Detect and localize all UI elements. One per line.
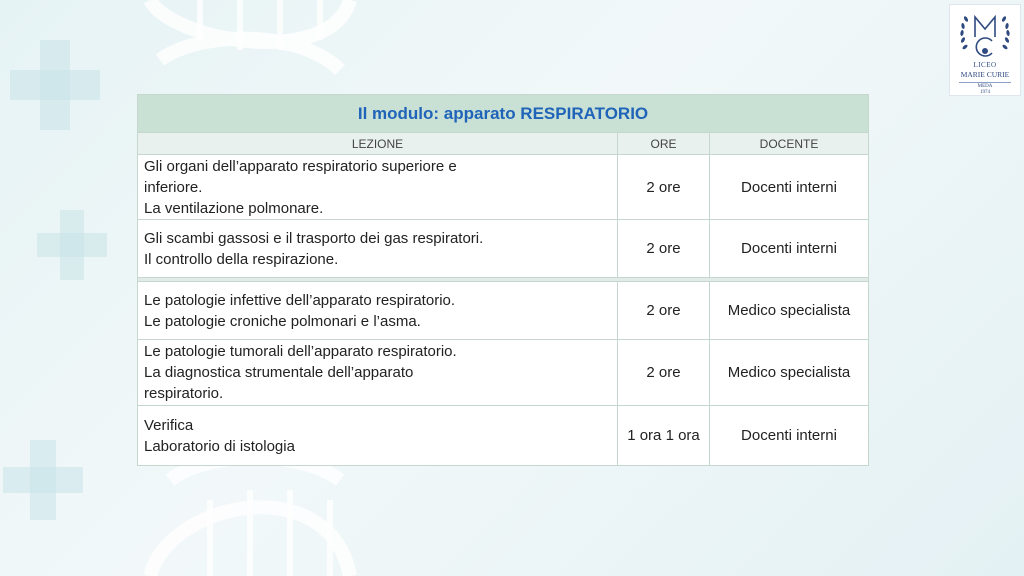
- logo-line-year: 1974: [980, 90, 990, 95]
- lesson-line: Gli scambi gassosi e il trasporto dei gas respiratori.: [144, 229, 484, 247]
- teacher-cell: Docenti interni: [710, 220, 869, 278]
- lesson-cell: [138, 282, 618, 340]
- table-row: [138, 406, 869, 466]
- table-row: [138, 340, 869, 406]
- hours-line: 2 ore: [646, 178, 681, 196]
- header-lesson: LEZIONE: [138, 133, 618, 155]
- teacher-cell: Docenti interni: [710, 406, 869, 466]
- hours-cell: [618, 340, 710, 406]
- cross-decoration: [3, 467, 83, 493]
- logo-line-city: MEDA: [977, 84, 993, 89]
- lesson-line: Il controllo della respirazione.: [144, 250, 339, 268]
- teacher-cell: Docenti interni: [710, 155, 869, 220]
- hours-line: 2 ore: [646, 240, 681, 257]
- table-row: [138, 220, 869, 278]
- hours-line: 1 ora: [627, 427, 662, 444]
- laurel-emblem-icon: [955, 7, 1015, 61]
- school-logo: [949, 4, 1021, 96]
- module-table: [137, 94, 869, 466]
- logo-line-liceo: LICEO: [973, 61, 997, 69]
- hours-line: 2 ore: [646, 364, 681, 381]
- hours-line: 1 ora: [665, 427, 700, 444]
- lesson-line: Gli organi dell’apparato respiratorio superiore e: [144, 157, 457, 175]
- lesson-line: Le patologie croniche polmonari e l’asma.: [144, 312, 421, 330]
- lesson-line: La ventilazione polmonare.: [144, 199, 324, 217]
- hours-cell: [618, 220, 710, 278]
- lesson-cell: [138, 220, 618, 278]
- lesson-line: Laboratorio di istologia: [144, 437, 295, 455]
- logo-line-school-name: MARIE CURIE: [960, 70, 1010, 79]
- header-teacher: DOCENTE: [710, 133, 869, 155]
- lesson-line: Le patologie tumorali dell’apparato respiratorio.: [144, 343, 457, 360]
- teacher-cell: Medico specialista: [710, 282, 869, 340]
- lesson-line: respiratorio.: [144, 385, 224, 402]
- lesson-line: Verifica: [144, 416, 194, 434]
- lesson-line: La diagnostica strumentale dell’apparato: [144, 364, 414, 381]
- table-row: [138, 155, 869, 220]
- lesson-line: Le patologie infettive dell’apparato respiratorio.: [144, 291, 456, 309]
- logo-divider: [959, 82, 1011, 83]
- cross-decoration: [37, 233, 107, 257]
- hours-cell: [618, 282, 710, 340]
- lesson-cell: [138, 340, 618, 406]
- teacher-cell: Medico specialista: [710, 340, 869, 406]
- lesson-line: inferiore.: [144, 178, 203, 196]
- cross-decoration: [10, 70, 100, 100]
- table-title: Il modulo: apparato RESPIRATORIO: [138, 95, 869, 133]
- table-row: [138, 282, 869, 340]
- lesson-cell: [138, 155, 618, 220]
- hours-line: 2 ore: [646, 302, 681, 319]
- hours-cell: [618, 155, 710, 220]
- header-hours: ORE: [618, 133, 710, 155]
- lesson-cell: [138, 406, 618, 466]
- hours-cell: [618, 406, 710, 466]
